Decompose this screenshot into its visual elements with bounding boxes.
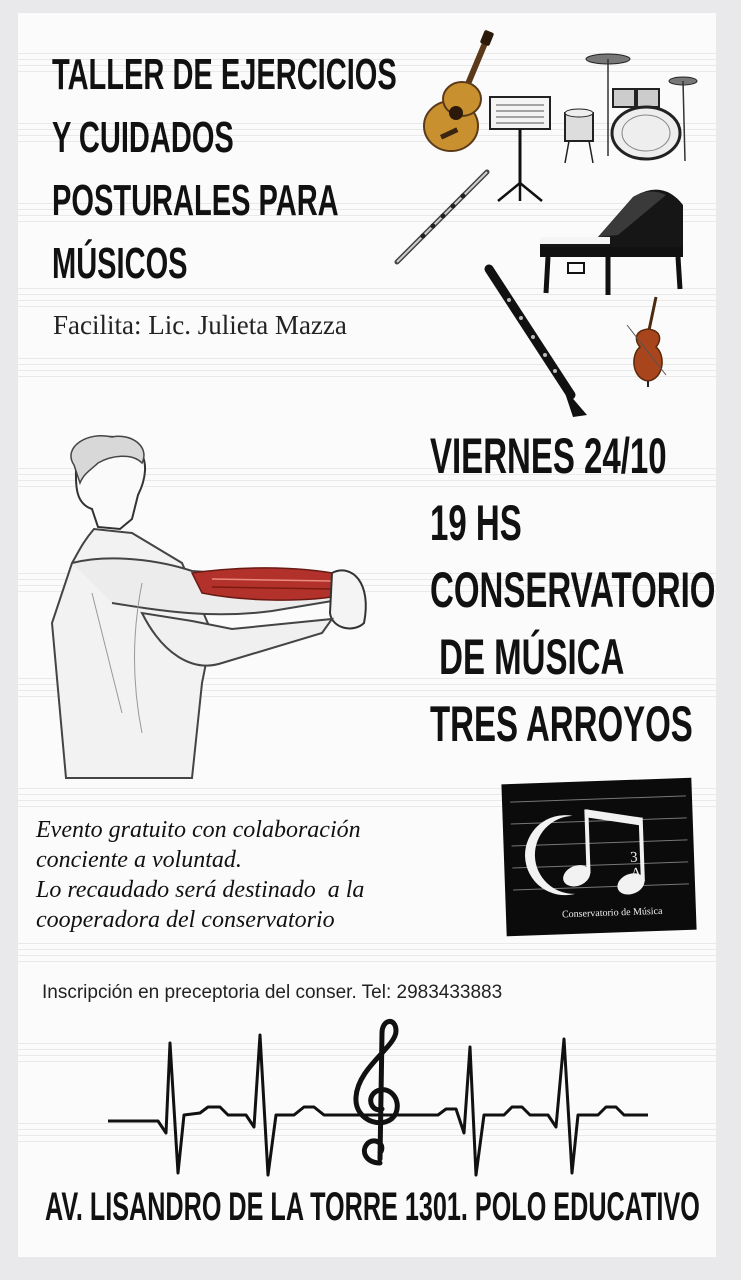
cello-icon — [626, 295, 670, 387]
drum-kit-icon — [563, 51, 698, 166]
title-line: Y CUIDADOS — [52, 113, 234, 162]
event-time: 19 HS — [430, 495, 522, 551]
title-line: MÚSICOS — [52, 239, 188, 288]
note-line: Lo recaudado será destinado a la — [36, 877, 365, 903]
logo-caption: Conservatorio de Música — [561, 905, 663, 921]
registration-info: Inscripción en preceptoria del conser. Tel: 2983433883 — [42, 982, 503, 1003]
clarinet-icon — [483, 263, 593, 418]
note-line: Evento gratuito con colaboración — [36, 817, 361, 843]
event-details — [430, 423, 716, 758]
note-line: conciente a voluntad. — [36, 847, 242, 873]
logo-number — [630, 850, 642, 882]
note-line: cooperadora del conservatorio — [36, 907, 335, 933]
poster — [18, 13, 716, 1257]
logo-number-3: 3 — [629, 849, 638, 866]
flute-icon — [393, 168, 493, 268]
address-text: AV. LISANDRO DE LA TORRE 1301. POLO EDUCATIVO — [45, 1185, 700, 1229]
event-venue-line: CONSERVATORIO — [430, 562, 716, 618]
treble-clef-icon — [346, 1013, 408, 1173]
event-city: TRES ARROYOS — [430, 696, 693, 752]
event-venue-line: DE MÚSICA — [430, 629, 625, 685]
title-line: POSTURALES PARA — [52, 176, 339, 225]
facilitator-text: Facilita: Lic. Julieta Mazza — [53, 310, 347, 340]
conservatory-logo — [501, 778, 696, 937]
logo-letter-a: A — [630, 865, 642, 882]
event-date: VIERNES 24/10 — [430, 428, 667, 484]
title-line: TALLER DE EJERCICIOS — [52, 50, 397, 99]
stretching-figure-illustration — [32, 433, 372, 778]
donation-note — [36, 815, 364, 935]
